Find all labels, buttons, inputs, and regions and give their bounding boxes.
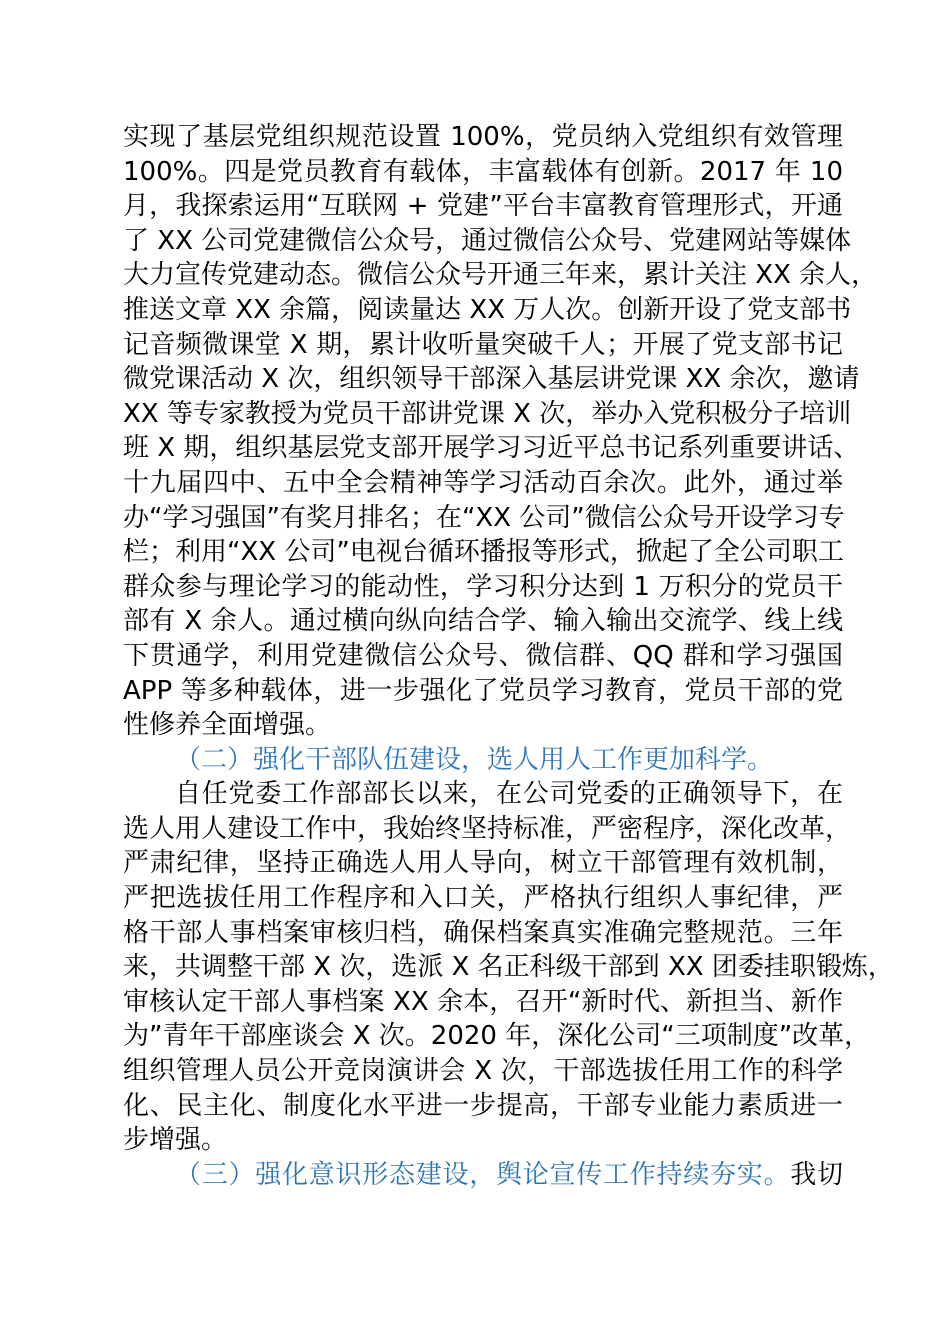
section-heading-2: （二）强化干部队伍建设，选人用人工作更加科学。 xyxy=(175,744,774,775)
paragraph-line: XX 等专家教授为党员干部讲党课 X 次，举办入党积极分子培训 xyxy=(123,398,852,429)
paragraph-line: 记音频微课堂 X 期，累计收听量突破千人；开展了党支部书记 xyxy=(123,329,843,360)
paragraph-line: 100%。四是党员教育有载体，丰富载体有创新。2017 年 10 xyxy=(123,156,843,187)
paragraph-line: 十九届四中、五中全会精神等学习活动百余次。此外，通过举 xyxy=(123,467,843,498)
paragraph-line: 微党课活动 X 次，组织领导干部深入基层讲党课 XX 余次，邀请 xyxy=(123,364,860,395)
paragraph-line: 大力宣传党建动态。微信公众号开通三年来，累计关注 XX 余人， xyxy=(123,260,878,291)
document-body xyxy=(123,120,894,1192)
paragraph-line: 班 X 期，组织基层党支部开展学习习近平总书记系列重要讲话、 xyxy=(123,433,860,464)
paragraph-line: 下贯通学，利用党建微信公众号、微信群、QQ 群和学习强国 xyxy=(123,640,843,671)
paragraph-line: 严把选拔任用工作程序和入口关，严格执行组织人事纪律，严 xyxy=(123,883,843,914)
paragraph-line: 推送文章 XX 余篇，阅读量达 XX 万人次。创新开设了党支部书 xyxy=(123,294,852,325)
paragraph-line: 性修养全面增强。 xyxy=(123,710,332,741)
paragraph-line: 实现了基层党组织规范设置 100%，党员纳入党组织有效管理 xyxy=(123,122,843,152)
paragraph-line-tail: 我切 xyxy=(790,1159,843,1190)
paragraph-line: 格干部人事档案审核归档，确保档案真实准确完整规范。三年 xyxy=(123,917,843,948)
paragraph-line: 自任党委工作部部长以来，在公司党委的正确领导下，在 xyxy=(175,779,843,810)
paragraph-line: 群众参与理论学习的能动性，学习积分达到 1 万积分的党员干 xyxy=(123,571,843,602)
section-heading-3: （三）强化意识形态建设，舆论宣传工作持续夯实。 xyxy=(175,1159,791,1190)
paragraph-line: 审核认定干部人事档案 XX 余本，召开“新时代、新担当、新作 xyxy=(123,986,843,1017)
paragraph-line: 来，共调整干部 X 次，选派 X 名正科级干部到 XX 团委挂职锻炼， xyxy=(123,952,894,983)
paragraph-line: 严肃纪律，坚持正确选人用人导向，树立干部管理有效机制， xyxy=(123,848,843,879)
paragraph-line: 化、民主化、制度化水平进一步提高，干部专业能力素质进一 xyxy=(123,1090,843,1121)
paragraph-line: 步增强。 xyxy=(123,1125,228,1156)
paragraph-line: APP 等多种载体，进一步强化了党员学习教育，党员干部的党 xyxy=(123,675,843,706)
paragraph-line: 了 XX 公司党建微信公众号，通过微信公众号、党建网站等媒体 xyxy=(123,225,852,256)
paragraph-line: 办“学习强国”有奖月排名；在“XX 公司”微信公众号开设学习专 xyxy=(123,502,845,533)
paragraph-line: 选人用人建设工作中，我始终坚持标准，严密程序，深化改革， xyxy=(123,813,852,844)
section-heading-3-line xyxy=(123,1158,843,1193)
paragraph-line: 栏；利用“XX 公司”电视台循环播报等形式，掀起了全公司职工 xyxy=(123,537,844,568)
paragraph-line: 月，我探索运用“互联网 + 党建”平台丰富教育管理形式，开通 xyxy=(123,191,843,222)
paragraph-line: 为”青年干部座谈会 X 次。2020 年，深化公司“三项制度”改革， xyxy=(123,1021,871,1052)
paragraph-line: 部有 X 余人。通过横向纵向结合学、输入输出交流学、线上线 xyxy=(123,606,843,637)
paragraph-line: 组织管理人员公开竞岗演讲会 X 次，干部选拔任用工作的科学 xyxy=(123,1056,843,1087)
